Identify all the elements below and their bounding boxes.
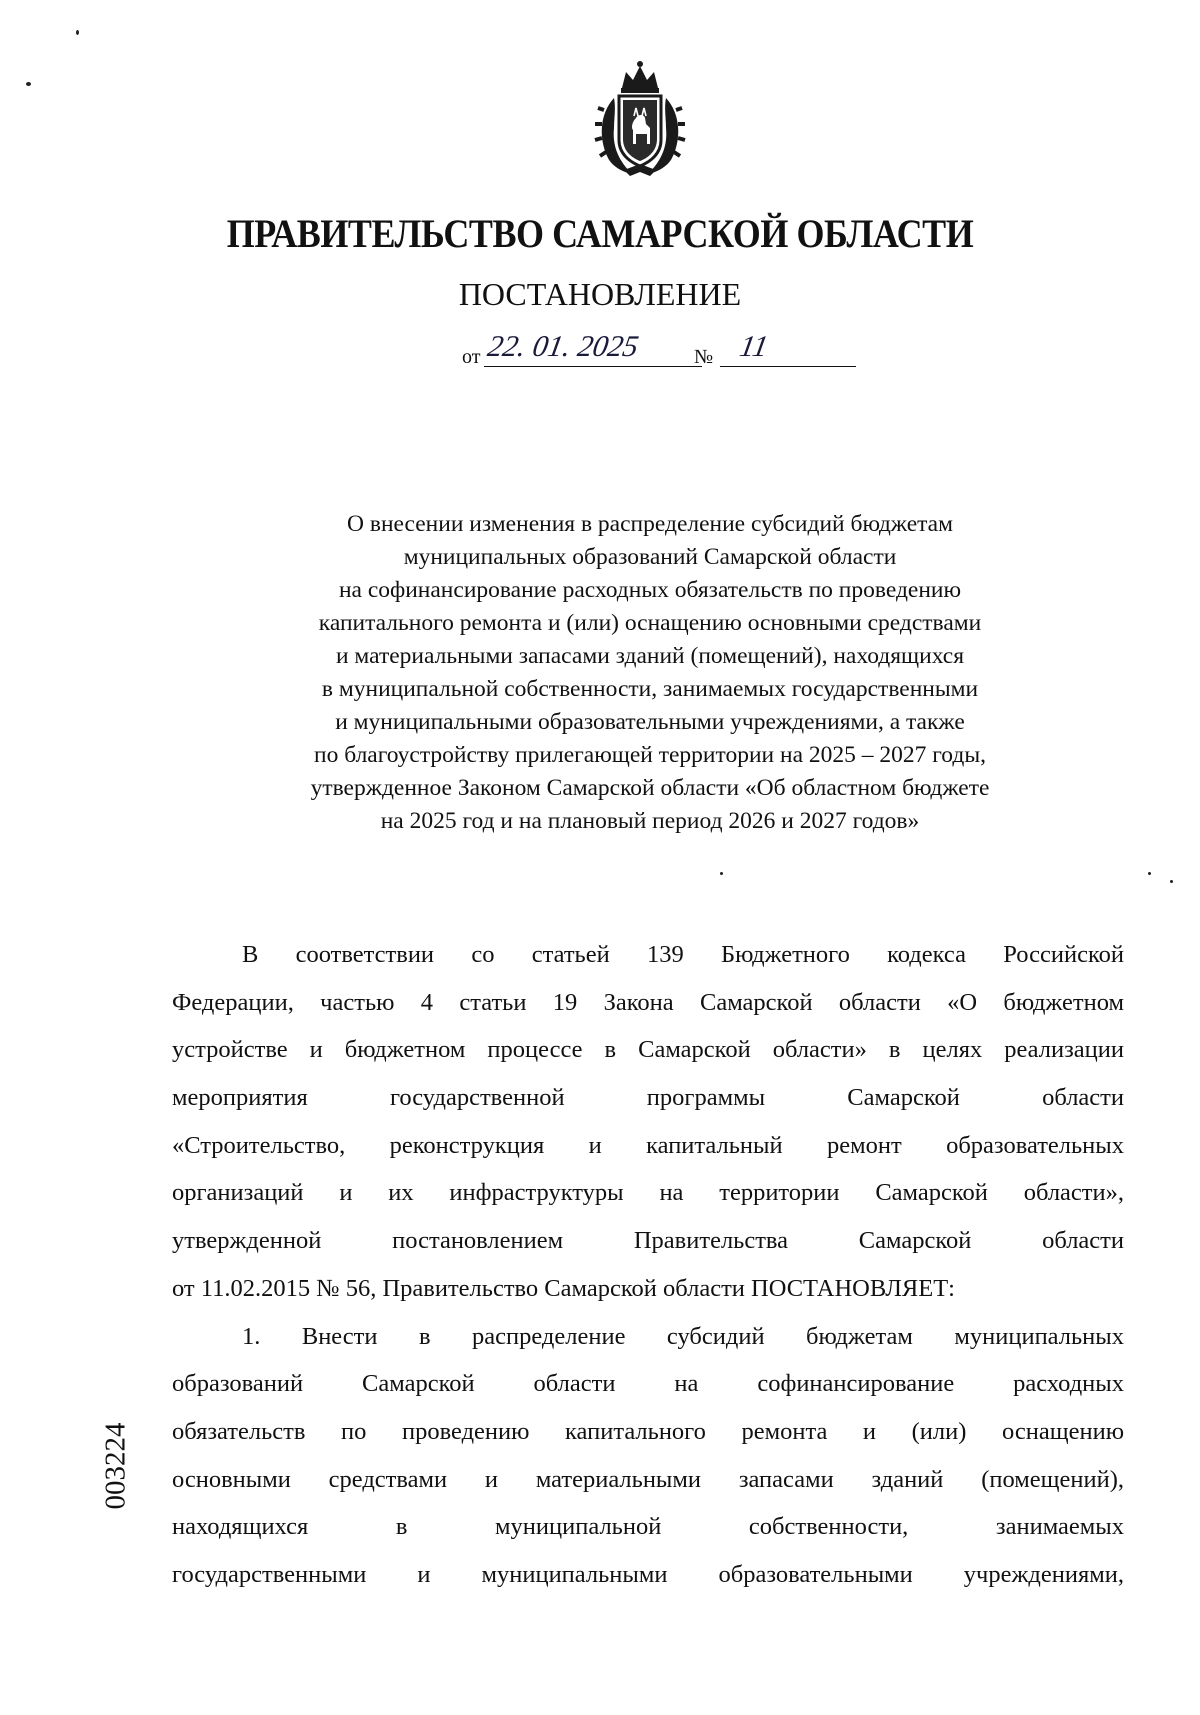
subject-line: по благоустройству прилегающей территории на 2025 – 2027 годы, [314, 742, 986, 768]
body-line: Федерации, частью 4 статьи 19 Закона Самарской области «О бюджетном [172, 988, 1124, 1016]
body-line: основными средствами и материальными запасами зданий (помещений), [172, 1465, 1124, 1493]
body-line: образований Самарской области на софинансирование расходных [172, 1370, 1124, 1398]
subject-line: и материальными запасами зданий (помещений), находящихся [335, 643, 965, 669]
body-line: 1. Внести в распределение субсидий бюджетам муниципальных [242, 1322, 1124, 1350]
date-prefix: от [462, 346, 481, 368]
document-type: ПОСТАНОВЛЕНИЕ [458, 276, 742, 312]
body-line: находящихся в муниципальной собственности, занимаемых [172, 1513, 1124, 1541]
body-line: обязательств по проведению капитального ремонта и (или) оснащению [172, 1417, 1124, 1445]
document-date-number [462, 330, 862, 370]
body-line: организаций и их инфраструктуры на территории Самарской области», [172, 1179, 1124, 1207]
scan-speck [720, 872, 723, 875]
subject-line: на 2025 год и на плановый период 2026 и 2027 годов» [380, 808, 920, 834]
subject-line: капитального ремонта и (или) оснащению основными средствами [318, 610, 982, 636]
body-line: государственными и муниципальными образовательными учреждениями, [172, 1560, 1124, 1588]
body-line: «Строительство, реконструкция и капитальный ремонт образовательных [172, 1131, 1124, 1159]
body-line: от 11.02.2015 № 56, Правительство Самарской области ПОСТАНОВЛЯЕТ: [172, 1274, 955, 1302]
handwritten-number: 11 [737, 330, 771, 363]
body-line: утвержденной постановлением Правительства Самарской области [172, 1227, 1124, 1255]
body-line: устройстве и бюджетном процессе в Самарской области» в целях реализации [172, 1036, 1124, 1064]
organization-title: ПРАВИТЕЛЬСТВО САМАРСКОЙ ОБЛАСТИ [226, 211, 974, 256]
body-line: В соответствии со статьей 139 Бюджетного кодекса Российской [242, 941, 1124, 968]
subject-line: в муниципальной собственности, занимаемых государственными [321, 676, 979, 702]
scan-speck [76, 30, 79, 35]
scan-speck [1148, 872, 1151, 875]
subject-line: утвержденное Законом Самарской области «Об областном бюджете [310, 775, 990, 801]
number-sign: № [694, 346, 714, 368]
subject-line: на софинансирование расходных обязательств по проведению [338, 577, 962, 603]
subject-line: и муниципальными образовательными учреждениями, а также [335, 709, 965, 735]
document-body [172, 931, 1124, 1599]
handwritten-date: 22. 01. 2025 [485, 330, 641, 363]
side-serial-number-text: 003224 [99, 1422, 132, 1510]
scan-speck [26, 82, 31, 86]
subject-line: О внесении изменения в распределение субсидий бюджетам [347, 511, 953, 537]
scan-speck [1170, 880, 1173, 883]
number-field [720, 330, 856, 367]
date-field [484, 330, 702, 367]
side-serial-number [96, 1386, 136, 1546]
subject-line: муниципальных образований Самарской области [403, 544, 897, 570]
coat-of-arms-icon [592, 58, 688, 180]
document-subject [200, 508, 1100, 838]
body-line: мероприятия государственной программы Самарской области [172, 1084, 1124, 1112]
